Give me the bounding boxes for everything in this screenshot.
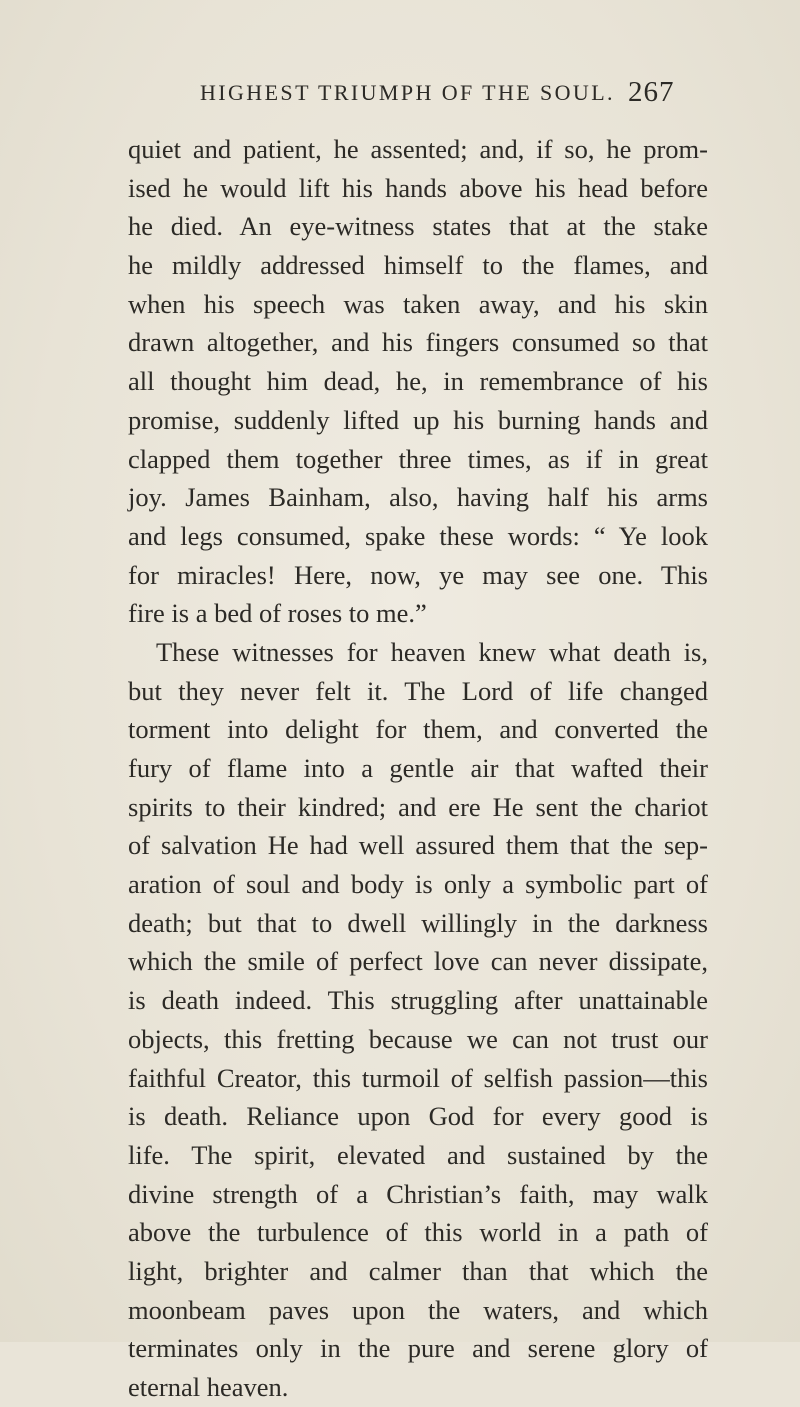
text-line: joy. James Bainham, also, having half his arms: [128, 482, 708, 513]
text-line: torment into delight for them, and converted the: [128, 714, 708, 745]
text-line: is death. Reliance upon God for every good is: [128, 1101, 708, 1132]
text-line: spirits to their kindred; and ere He sent the chariot: [128, 791, 708, 822]
text-line: clapped them together three times, as if in great: [128, 443, 708, 474]
text-line: and legs consumed, spake these words: “ Ye look: [128, 520, 708, 551]
text-line: which the smile of perfect love can never dissipate,: [128, 946, 708, 977]
text-line: he died. An eye-witness states that at the stake: [128, 211, 708, 242]
text-line: quiet and patient, he assented; and, if so, he prom-: [128, 134, 708, 164]
text-line: divine strength of a Christian’s faith, may walk: [128, 1178, 708, 1209]
text-line: death; but that to dwell willingly in the darkness: [128, 907, 708, 938]
text-line: promise, suddenly lifted up his burning hands and: [128, 404, 708, 435]
paragraph-start-line: These witnesses for heaven knew what death is,: [156, 636, 708, 667]
text-line: objects, this fretting because we can not trust our: [128, 1023, 708, 1054]
text-line: faithful Creator, this turmoil of selfish passion—this: [128, 1062, 708, 1093]
text-line: light, brighter and calmer than that which the: [128, 1255, 708, 1286]
text-line: drawn altogether, and his fingers consumed so that: [128, 327, 708, 358]
text-line: is death indeed. This struggling after unattainable: [128, 985, 708, 1016]
running-head: [0, 76, 800, 116]
text-line: when his speech was taken away, and his skin: [128, 288, 708, 319]
body-text: [128, 130, 708, 1407]
text-line: but they never felt it. The Lord of life changed: [128, 675, 708, 706]
text-line: life. The spirit, elevated and sustained by the: [128, 1139, 708, 1170]
paragraph-end-line: eternal heaven.: [128, 1372, 289, 1402]
page-number: 267: [628, 76, 675, 108]
text-line: for miracles! Here, now, ye may see one. This: [128, 559, 708, 590]
text-line: of salvation He had well assured them that the sep-: [128, 830, 708, 861]
text-line: above the turbulence of this world in a path of: [128, 1217, 708, 1248]
text-line: ised he would lift his hands above his head before: [128, 172, 708, 203]
text-line: terminates only in the pure and serene glory of: [128, 1333, 708, 1364]
text-line: he mildly addressed himself to the flames, and: [128, 250, 708, 281]
text-line: moonbeam paves upon the waters, and which: [128, 1294, 708, 1325]
text-line: all thought him dead, he, in remembrance of his: [128, 366, 708, 397]
text-line: aration of soul and body is only a symbolic part of: [128, 869, 708, 900]
text-line: fury of flame into a gentle air that wafted their: [128, 753, 708, 783]
running-title: HIGHEST TRIUMPH OF THE SOUL.: [200, 80, 615, 105]
paragraph-end-line: fire is a bed of roses to me.”: [128, 598, 427, 629]
